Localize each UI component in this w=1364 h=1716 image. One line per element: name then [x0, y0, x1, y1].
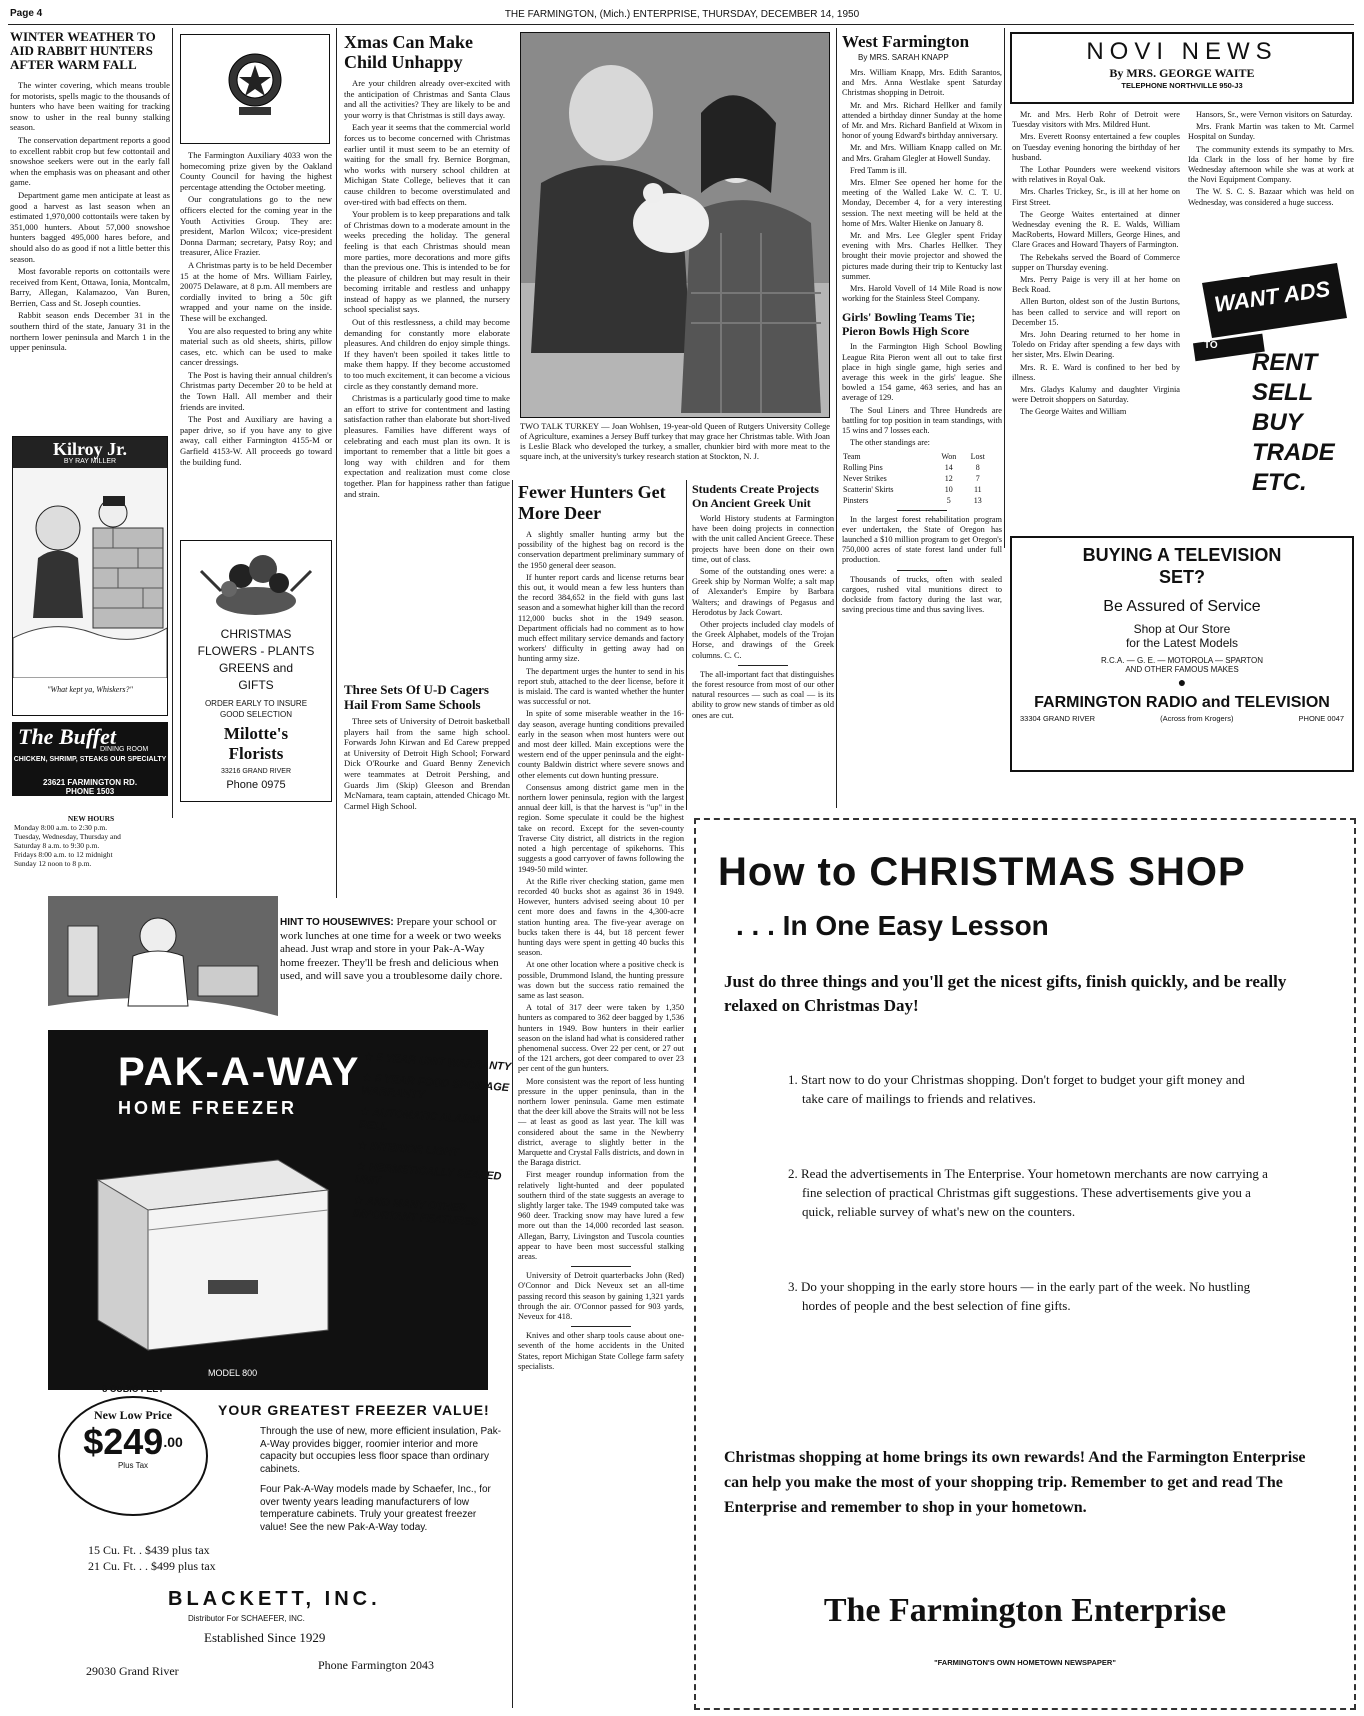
table-row: [842, 462, 992, 473]
star-icon: ★: [357, 1139, 371, 1153]
paragraph: The George Waites entertained at dinner Wednesday evening the R. E. Walds, William MacRoberts, Howard Millers, George Hines, and Clare Graces and Howard Thayers of Farmington.: [1012, 209, 1180, 250]
cell: Pinsters: [843, 495, 869, 505]
header-cell: Team: [843, 451, 861, 461]
paragraph: First meager roundup information from the relatively light-hunted and deer populated southern third of the state suggests an average to slightly larger take. The 1949 computed take was 960 deer. Tracking snow may have lured a few more out than the 14,000 recorded last season. Allegan, Barry, Livingston and Tuscola counties appear to have been most successful stalking areas.: [518, 1170, 684, 1262]
tv-latest: for the Latest Models: [1125, 636, 1239, 650]
paragraph: The George Waites and William: [1020, 407, 1127, 417]
price: $249: [83, 1421, 164, 1462]
price-badge: [58, 1384, 208, 1516]
paragraph: A Christmas party is to be held December 15 at the home of Mrs. William Fairley, 20075 Delaware, at 8 p.m. All members are cordially invited to bring a 50c gift wrapped and your name on the inside. These will be exchanged.: [180, 259, 332, 323]
kilroy-title-bar: [13, 437, 167, 468]
paragraph: More consistent was the report of less hunting pressure in the upper peninsula, than in the northern lower peninsula. Game men estimate that the deer kill above the Straits will not be less — at least as good as last year. The kill was considered about the same in the Newberry district, average to slightly better in the Marquette and Crystal Falls districts, and down in the Baraga district.: [518, 1076, 684, 1168]
table-row: [842, 484, 992, 495]
hint-body: Prepare your school or work lunches at one time for a week or two weeks ahead. Just wrap and store in your Pak-A-Way home freezer. They'll be fresh and delicious when used, and will save you a troublesome daily chore.: [280, 916, 503, 982]
tv-across: (Across from Krogers): [1160, 714, 1234, 723]
kilroy-byline: BY RAY MILLER: [63, 458, 117, 465]
winter-body: [10, 80, 170, 353]
kilroy-title: Kilroy Jr.: [52, 439, 127, 459]
paragraph: Through the use of new, more efficient insulation, Pak-A-Way provides bigger, roomier interior and more capacity but occupies less floor space than ordinary cabinets.: [260, 1426, 502, 1475]
cell: 10: [944, 484, 953, 494]
paragraph: The Rebekahs served the Board of Commerce supper on Thursday evening.: [1012, 252, 1180, 272]
freezer-ad: [8, 896, 512, 1708]
buffet-sub: DINING ROOM: [100, 746, 149, 753]
paragraph: Mr. and Mrs. William Knapp called on Mr. and Mrs. Graham Glegler at Howell Sunday.: [842, 143, 1002, 163]
xmas-headline: Xmas Can Make Child Unhappy: [344, 32, 473, 72]
paragraph: Mrs. William Knapp, Mrs. Edith Sarantos, and Mrs. Anna Westlake spent Saturday Christmas shopping in Detroit.: [842, 68, 1002, 98]
header-cell: Lost: [970, 451, 985, 461]
paragraph: Mrs. Gladys Kalumy and daughter Virginia were Detroit shoppers on Saturday.: [1012, 385, 1180, 405]
wantads-verbs: [1252, 348, 1335, 498]
howto-closing: Christmas shopping at home brings its own rewards! And the Farmington Enterprise can help you make the most of your shopping trip. Remember to get and read The Enterprise and remember to shop in your hometown.: [724, 1449, 1306, 1516]
wfarm-byline: By MRS. SARAH KNAPP: [858, 53, 949, 62]
wfarm-headline: West Farmington: [842, 32, 970, 51]
tv-brands: R.C.A. — G. E. — MOTOROLA — SPARTON: [1100, 656, 1264, 665]
kilroy-illustration: [13, 468, 167, 678]
novi-col2: [1188, 110, 1354, 210]
table-header: [842, 451, 992, 462]
paragraph: A total of 317 deer were taken by 1,350 hunters as compared to 362 deer bagged by 1,536 hunters in 1949. Bow hunters in their earlier season on the island had what is considered rather phenomenal success. Over 22 per cent, or 27 out of the 121 archers, got deer compared to over 23 per cent of the gun hunters.: [518, 1003, 684, 1074]
milotte-order: ORDER EARLY TO INSURE GOOD SELECTION: [204, 699, 308, 719]
feature: 5 YEAR FOOD SPOILAGE WARRANTY: [360, 1072, 510, 1102]
dealer-name: BLACKETT, INC.: [168, 1588, 381, 1610]
students-headline: Students Create Projects On Ancient Greek Unit: [692, 482, 819, 510]
buffet-name: The Buffet: [18, 724, 116, 749]
freezer-options: [88, 1542, 216, 1574]
cell: Rolling Pins: [843, 462, 883, 472]
paragraph: The department urges the hunter to send in his report stub, attached to the deer license, before it is mislaid. The card is wanted whether the hunter was successful or not.: [518, 666, 684, 707]
howto-paper: The Farmington Enterprise: [823, 1592, 1227, 1629]
paragraph: At the Rifle river checking station, game men recorded 40 bucks shot as against 36 in 1949. However, hunters advised seeing about 10 per cent more does and fawns in the 4,300-acre station hunting area. The five-year average on bucks taken there is 44, but 18 percent fewer hunting days were spent in getting 40 bucks this season.: [518, 876, 684, 958]
paragraph: Are your children already over-excited with the anticipation of Christmas and Santa Claus and all the activities? They are likely to be and your worry is that Christmas is still days away.: [344, 78, 510, 120]
paragraph: World History students at Farmington have been doing projects in connection with the unit called Ancient Greece. These projects have been done on their own time, out of class.: [692, 514, 834, 564]
bowling-headline: Girls' Bowling Teams Tie; Pieron Bowls High Score: [842, 310, 976, 339]
standings-table: [842, 451, 992, 506]
established: Established Since 1929: [204, 1630, 326, 1645]
buffet-phone: PHONE 1503: [12, 787, 168, 796]
paragraph: In the largest forest rehabilitation program ever undertaken, the State of Oregon has launched a $10 million program to get Oregon's 750,000 acres of state forest land under full production.: [842, 514, 1002, 565]
buffet-ad: [12, 722, 168, 812]
freezer-illustration: [78, 1140, 338, 1360]
paragraph: Other projects included clay models of the Greek Alphabet, models of the Trojan Horse, and drawings of the Greek columns. C. C.: [692, 620, 834, 660]
paragraph: Mrs. R. E. Ward is confined to her bed by illness.: [1012, 362, 1180, 382]
paragraph: Consensus among district game men in the northern lower peninsula, region with the largest annual deer kill, is that the harvest is "up" in the region. Some speculate it could be the highest take on record. Except for the seven-county Traverse City district, all districts in the region noted a high percentage of spikehorns. This suggests a good carryover of fawns following the 1949-50 mild winter.: [518, 782, 684, 874]
paragraph: The W. S. C. S. Bazaar which was held on Wednesday, was considered a huge success.: [1188, 187, 1354, 207]
hours-title: NEW HOURS: [67, 814, 115, 823]
feature: AUTOMATIC ALARM BELL: [358, 1106, 480, 1133]
milotte-name2: Florists: [228, 744, 284, 763]
howto-ad: [694, 818, 1356, 1710]
paragraph: The Lothar Pounders were weekend visitors with relatives in Royal Oak.: [1012, 165, 1180, 185]
kilroy-comic: [12, 436, 168, 716]
paragraph: The Post is having their annual children's Christmas party December 20 to be held at the Town Hall. All member and their friends are invited.: [180, 369, 332, 412]
paragraph: Out of this restlessness, a child may become demanding for constantly more elaborate pleasures. And children do enjoy simple things. If they haven't been spoiled it takes little to make them happy. If they become accustomed to too much excitement, it can become a vicious circle as they constantly demand more.: [344, 317, 510, 391]
howto-intro: Just do three things and you'll get the nicest gifts, finish quickly, and be really relaxed on Christmas Day!: [724, 972, 1287, 1015]
cell: 7: [975, 473, 980, 483]
paragraph: University of Detroit quarterbacks John (Red) O'Connor and Dick Neveux set an all-time passing record this season by gaining 1,321 yards through the air. O'Connor passed for 903 yards, Neveux for 418.: [518, 1271, 684, 1322]
milotte-phone: Phone 0975: [226, 779, 286, 791]
buffet-address: 23621 FARMINGTON RD.: [12, 778, 168, 787]
paragraph: In spite of some miserable weather in the 16-day season, average hunting conditions prevailed early in the season when most hunters were out and most deer killed. Main exceptions were the western end of the upper peninsula and the eight-county Baldwin district where severe snows and other elements cut down hunting pressure.: [518, 709, 684, 780]
wfarm-article: [842, 32, 1002, 617]
cagers-headline: Three Sets Of U-D Cagers Hail From Same Schools: [344, 682, 489, 712]
hours-line: Tuesday, Wednesday, Thursday and: [14, 832, 121, 841]
paragraph: The Farmington Auxiliary 4033 won the homecoming prize given by the Oakland County Council for having the highest percentage attending the October meeting.: [180, 150, 332, 192]
legion-emblem-box: [180, 34, 330, 144]
page-number: Page 4: [10, 8, 43, 19]
tv-shop: Shop at Our Store: [1133, 622, 1231, 636]
paragraph: The Soul Liners and Three Hundreds are battling for top position in team standings, with 15 wins and 7 losses each.: [842, 405, 1002, 436]
hours-line: Saturday 8 a.m. to 9:30 p.m.: [14, 841, 100, 850]
paragraph: Your problem is to keep preparations and talk of Christmas down to a moderate amount in the weeks preceding the holiday. The general feeling is that each Christmas should mean more parties, more decorations and more gifts than the previous one. This is intended to be for the pleasure of children but may result in their becoming irritable and restless and unhappy instead of happy as we planned, the nursery school specialist says.: [344, 209, 510, 315]
cell: 8: [975, 462, 980, 472]
cagers-article: [344, 682, 510, 813]
new-low-price: New Low Price: [94, 1408, 172, 1422]
cubic-feet: 8 CUBIC FEET: [102, 1384, 164, 1394]
cell: 11: [973, 484, 982, 494]
paragraph: Knives and other sharp tools cause about one-seventh of the home accidents in the United States, report Michigan State College farm safety specialists.: [518, 1331, 684, 1371]
winter-article: [10, 30, 170, 355]
tv-name: FARMINGTON RADIO and TELEVISION: [1034, 694, 1330, 711]
howto-item: 1. Start now to do your Christmas shopping. Don't forget to budget your gift money and take care of mailings to friends and relatives.: [788, 1072, 1245, 1106]
paragraph: Mrs. Everett Roonsy entertained a few couples on Tuesday evening honoring the birthday of her husband.: [1012, 132, 1180, 162]
cell: 5: [946, 495, 951, 505]
paragraph: Mr. and Mrs. Herb Rohr of Detroit were Tuesday visitors with Mrs. Mildred Hunt.: [1012, 110, 1180, 130]
verb: ETC.: [1252, 469, 1307, 496]
howto-item: 3. Do your shopping in the early store hours — in the early part of the week. No hustling hordes of people and the best selection of fine gifts.: [788, 1279, 1251, 1313]
plus-tax: Plus Tax: [117, 1461, 149, 1470]
buffet-hours: [14, 814, 168, 868]
paragraph: Hansors, Sr., were Vernon visitors on Saturday.: [1196, 110, 1353, 119]
freezer-copy: [260, 1426, 504, 1534]
tv-brands2: AND OTHER FAMOUS MAKES: [1125, 665, 1239, 674]
freezer-model: MODEL 800: [208, 1368, 258, 1378]
novi-col1: [1012, 110, 1180, 420]
paragraph: Mr. and Mrs. Lee Glegler spent Friday evening with Mrs. Charles Hellker. They brought their movie projector and showed the pictures made during their trip to Kentucky last summer.: [842, 231, 1002, 281]
howto-sub: . . . In One Easy Lesson: [736, 910, 1049, 941]
cell: 13: [973, 495, 982, 505]
howto-items: [788, 1070, 1268, 1315]
paragraph: Department game men anticipate at least as good a harvest as last season when an estimated 1,970,000 cottontails were taken by 351,000 hunters. About 57,000 snowshoe hunters bagged 495,000 hares before, and should also do as good if not a little better this season.: [10, 189, 170, 264]
paragraph: The all-important fact that distinguishes the forest resource from most of our other natural resources — such as coal — is its ability to grow new stands of timber as old ones are cut.: [692, 669, 834, 720]
novi-headline: NOVI NEWS: [1086, 38, 1278, 65]
paragraph: The conservation department reports a good to excellent rabbit crop but few cottontail and snowshoe seekers were out in the early fall when the emphasis was on pheasant and other game.: [10, 134, 170, 188]
paragraph: Most favorable reports on cottontails were received from Kent, Ottawa, Ionia, Montcalm, Barry, Allegan, Kalamazoo, Van Buren, Berrien, Cass and St. Joseph counties.: [10, 266, 170, 308]
paragraph: Mrs. Charles Trickey, Sr., is ill at her home on First Street.: [1012, 187, 1180, 207]
kilroy-caption: "What kept ya, Whiskers?": [47, 685, 133, 694]
star-icon: ★: [359, 1105, 373, 1119]
cell: Scatterin' Skirts: [843, 484, 894, 494]
paragraph: Our congratulations go to the new officers elected for the coming year in the Youth Activities Group. They are: president, Marlon Wilcox; vice-president Donna Darman; secretary, Patsy Roy; and treasurer, Alice Frazier.: [180, 194, 332, 258]
flower-basket-icon: [181, 541, 331, 621]
hours-line: Sunday 12 noon to 8 p.m.: [14, 859, 92, 868]
ad-line: GREENS and: [218, 661, 294, 675]
cell: Never Strikes: [843, 473, 887, 483]
tv-assured: Be Assured of Service: [1103, 598, 1261, 615]
emblem-icon: [181, 35, 329, 143]
milotte-ad: [180, 540, 332, 802]
paragraph: Rabbit season ends December 31 in the southern third of the state, January 31 in the northern lower peninsula and March 1 in the upper peninsula.: [10, 310, 170, 353]
tv-ad: [1010, 536, 1354, 772]
paragraph: The other standings are:: [850, 438, 930, 448]
verb: RENT: [1252, 349, 1318, 376]
star-icon: ★: [363, 1050, 378, 1064]
header-cell: Won: [941, 451, 957, 461]
star-icon: ★: [353, 1194, 367, 1208]
novi-byline: By MRS. GEORGE WAITE: [1109, 66, 1255, 80]
hint-text: [280, 916, 504, 984]
ad-line: FLOWERS - PLANTS: [197, 644, 315, 658]
freezer-features: [352, 1051, 513, 1231]
paragraph: Some of the outstanding ones were: a Greek ship by Norman Wolfe; a salt map of Alexander's Empire by Barbara Walters; and drawings of Pegasus and Herodotus by Jack Cowart.: [692, 567, 834, 617]
paragraph: Thousands of trucks, often with sealed cargoes, rushed vital munitions direct to dockside from factory during the last war, saving precious time and thus saving lives.: [842, 574, 1002, 615]
paragraph: If hunter report cards and license returns bear this out, it would mean a few less hunters than the record 384,652 in the field with guns last season and a somewhat higher kill than the record 112,000 bucks shot in the 1949 season. Department officials had no comment as to how much effect military service demands and factory workers' difficulty in getting away had on hunting army size.: [518, 572, 684, 664]
paragraph: Mrs. Frank Martin was taken to Mt. Carmel Hospital on Sunday.: [1188, 122, 1354, 142]
turkey-photo: [520, 32, 830, 418]
masthead-title: THE FARMINGTON, (Mich.) ENTERPRISE, THURSDAY, DECEMBER 14, 1950: [504, 9, 860, 20]
winter-headline: WINTER WEATHER TO AID RABBIT HUNTERS AFTER WARM FALL: [10, 29, 156, 72]
milotte-name: Milotte's: [223, 724, 289, 743]
auxiliary-article: [180, 150, 332, 469]
buffet-banner: [12, 722, 168, 778]
paragraph: Christmas is a particularly good time to make an effort to strive for contentment and lasting satisfaction rather than elaborate but short-lived pleasures. Families have different ways of celebrating and each must plan its own. It is important to remember that a little bit goes a long way with children and for them expectation and realization must come close together. Plan for happiness rather than fatigue and strain.: [344, 393, 510, 499]
milotte-lines: [181, 626, 331, 694]
cell: 14: [944, 462, 953, 472]
verb: TRADE: [1252, 439, 1335, 466]
dealer-address: 29030 Grand River: [86, 1664, 179, 1678]
verb: BUY: [1252, 409, 1303, 436]
tv-footer: [1012, 712, 1352, 725]
turkey-photo-image: [521, 33, 830, 418]
feature: 5 YEAR UNIT WARRANTY: [376, 1051, 512, 1074]
paragraph: Three sets of University of Detroit basketball players hail from the same high school. Forwards John Kirwan and Ed Carew prepped at University of Detroit High School; Forward Dick O'Rourke and Guard Benny Zenevich were teammates at Detroit Pershing, and Guards Jim (Skip) Gleeson and Brendan McNamara, team captain, attended Chicago Mt. Carmel High School.: [344, 716, 510, 811]
freezer-brand: PAK-A-WAY: [118, 1050, 361, 1094]
paragraph: Mrs. Elmer See opened her home for the meeting of the Walled Lake W. C. T. U. Monday, December 4, for a very interesting session. The next meeting will be held at the home of Mrs. Walter Hienke on January 8.: [842, 178, 1002, 228]
bullet-icon: ●: [1177, 676, 1187, 691]
paragraph: In the Farmington High School Bowling League Rita Pieron went all out to take first place in high single game, high series and average this week in the girls' league. She bowled a 154 game, 463 series, and has an average of 129.: [842, 342, 1002, 403]
paragraph: Mrs. Harold Vovell of 14 Mile Road is now working for the Stainless Steel Company.: [842, 284, 1002, 304]
distributor: Distributor For SCHAEFER, INC.: [188, 1614, 305, 1623]
buffet-specialty: CHICKEN, SHRIMP, STEAKS OUR SPECIALTY: [13, 756, 167, 763]
paragraph: The winter covering, which means trouble for motorists, spells magic to the thousands of hunters who have been waiting for tracking snow to usher in the real bunny stalking season.: [10, 80, 170, 133]
wantads-word: WANT ADS: [1212, 276, 1332, 317]
feature: INTERIOR LIGHT: [369, 1140, 460, 1159]
dealer-phone: Phone Farmington 2043: [318, 1658, 434, 1672]
paragraph: You are also requested to bring any white material such as old sheets, shirts, pillow cases, etc. which can be used to make cancer dressings.: [180, 325, 332, 368]
students-article: [692, 482, 834, 723]
ad-line: GIFTS: [238, 678, 274, 692]
howto-item: 2. Read the advertisements in The Enterprise. Your hometown merchants are now carrying a fine selection of practical Christmas gift suggestions. These advertisements give you a quick, reliable survey of what's new on the counters.: [788, 1166, 1268, 1219]
hint-label: HINT TO HOUSEWIVES:: [280, 917, 394, 928]
paragraph: Mrs. John Dearing returned to her home in Toledo on Friday after spending a few days with her sister, Mrs. Elwin Dearing.: [1012, 330, 1180, 360]
paragraph: Allen Burton, oldest son of the Justin Burtons, has been called to service and will report on December 15.: [1012, 297, 1180, 327]
howto-title: How to CHRISTMAS SHOP: [718, 850, 1246, 894]
option: 15 Cu. Ft. . $439 plus tax: [88, 1543, 210, 1557]
paragraph: Mrs. Perry Paige is very ill at her home on Beck Road.: [1012, 275, 1180, 295]
feature: HERMETICALLY SEALED UNIT: [354, 1161, 502, 1188]
wantads-use: USE: [1218, 264, 1251, 281]
housewife-illustration: [48, 896, 278, 1016]
milotte-address: 33216 GRAND RIVER: [220, 768, 292, 775]
turkey-caption: [520, 422, 830, 462]
price-cents: .00: [163, 1434, 183, 1450]
hours-line: Fridays 8:00 a.m. to 12 midnight: [14, 850, 113, 859]
paragraph: Mr. and Mrs. Richard Hellker and family attended a birthday dinner Sunday at the home of Mr. and Mrs. Richard Banfield at Wixom in honor of young Edward's birthday anniversary.: [842, 100, 1002, 141]
paragraph: The Post and Auxiliary are having a paper drive, so if you have any to give away, call either Farmington 4155-M or Garfield 4153-W. All proceeds go toward the building fund.: [180, 414, 332, 467]
tv-address: 33304 GRAND RIVER: [1020, 714, 1096, 723]
tv-phone: PHONE 0047: [1298, 714, 1344, 723]
verb: SELL: [1252, 379, 1314, 406]
star-icon: ★: [355, 1160, 370, 1174]
hunters-headline: Fewer Hunters Get More Deer: [518, 482, 666, 523]
paragraph: Fred Tamm is ill.: [850, 165, 907, 175]
paragraph: A slightly smaller hunting army but the possibility of the highest bag on record is the conservation department preliminary summary of the 1950 general deer season.: [518, 530, 684, 570]
freezer-headline: YOUR GREATEST FREEZER VALUE!: [218, 1402, 490, 1418]
wantads-to: TO: [1204, 340, 1218, 351]
feature: AND MANY OTHER IMPORTANT FEATURES: [352, 1195, 479, 1229]
paragraph: The community extends its sympathy to Mrs. Ida Clark in the loss of her home by fire Wednesday afternoon while she was at work at the Novi Equipment Company.: [1188, 144, 1354, 185]
novi-header: [1010, 32, 1354, 104]
hunters-article: [518, 482, 684, 1374]
freezer-brand-sub: HOME FREEZER: [118, 1098, 298, 1118]
table-row: [842, 495, 992, 506]
hours-line: Monday 8:00 a.m. to 2:30 p.m.: [14, 823, 108, 832]
novi-phone: TELEPHONE NORTHVILLE 950-J3: [1121, 81, 1243, 90]
option: 21 Cu. Ft. . . $499 plus tax: [88, 1559, 216, 1573]
paragraph: At one other location where a positive check is possible, Drummond Island, the hunting pressure was down but the success ratio remained the same as last season.: [518, 960, 684, 1000]
ad-line: CHRISTMAS: [220, 627, 292, 641]
paragraph: Four Pak-A-Way models made by Schaefer, Inc., for over twenty years leading manufacturers of low temperature cabinets. Truly your greatest freezer value! See the new Pak-A-Way today.: [260, 1484, 491, 1533]
cell: 12: [944, 473, 953, 483]
howto-slogan: "FARMINGTON'S OWN HOMETOWN NEWSPAPER": [934, 1658, 1116, 1667]
wantads-ad: [1192, 258, 1352, 518]
tv-title: BUYING A TELEVISION SET?: [1082, 545, 1282, 587]
paragraph: Each year it seems that the commercial world forces us to become concerned with Christmas earlier until it must seem to be an eternity of waiting for the small fry. Bernice Borgman, who works with nursery school children at Michigan State College, believes that it can cause children to become overstimulated and over-tired with bad effects on them.: [344, 122, 510, 207]
caption-text: TWO TALK TURKEY — Joan Wohlsen, 19-year-old Queen of Rutgers University College of Agriculture, examines a Jersey Buff turkey that may grace her Christmas table. With Joan is Leslie Black who developed the turkey, a smaller, chunkier bird with more meat to the square inch, at the university's turkey research station at Stockton, N. J.: [520, 422, 830, 461]
table-row: [842, 473, 992, 484]
star-icon: ★: [361, 1071, 376, 1085]
xmas-article: [344, 32, 510, 501]
